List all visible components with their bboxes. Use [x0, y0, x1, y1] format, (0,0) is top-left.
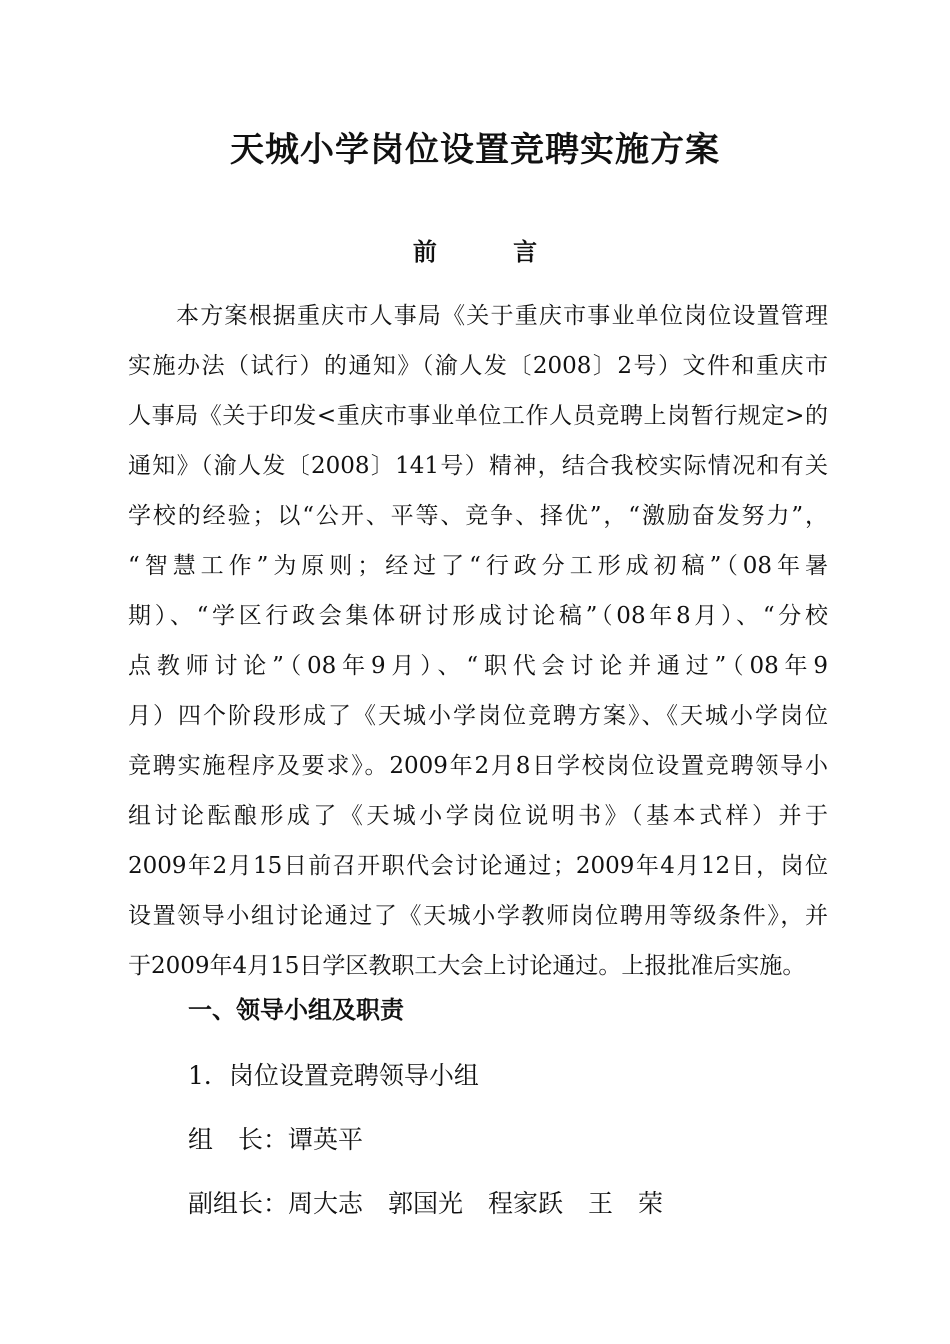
- preface-line: 组讨论酝酿形成了《天城小学岗位说明书》（基本式样）并于: [128, 803, 828, 829]
- leader-line: 组 长：谭英平: [188, 1125, 364, 1154]
- deputy-leaders-line: 副组长：周大志 郭国光 程家跃 王 荣: [188, 1189, 664, 1218]
- section-heading: 一、领导小组及职责: [188, 996, 404, 1024]
- preface-line: 人事局《关于印发<重庆市事业单位工作人员竞聘上岗暂行规定>的: [128, 403, 828, 429]
- preface-line: 本方案根据重庆市人事局《关于重庆市事业单位岗位设置管理: [176, 303, 828, 329]
- preface-heading: 前 言: [412, 237, 572, 266]
- preface-line: 月）四个阶段形成了《天城小学岗位竞聘方案》、《天城小学岗位: [128, 703, 828, 729]
- preface-line: 学校的经验；以“公开、平等、竞争、择优”，“激励奋发努力”，: [128, 503, 828, 529]
- preface-line: 竞聘实施程序及要求》。2009年2月8日学校岗位设置竞聘领导小: [128, 753, 828, 779]
- preface-line: 于2009年4月15日学区教职工大会上讨论通过。上报批准后实施。: [128, 953, 806, 979]
- preface-line: 期）、“学区行政会集体研讨形成讨论稿”（08年8月）、“分校: [128, 603, 828, 629]
- preface-line: 实施办法（试行）的通知》（渝人发〔2008〕2号）文件和重庆市: [128, 353, 828, 379]
- preface-line: 设置领导小组讨论通过了《天城小学教师岗位聘用等级条件》，并: [128, 903, 828, 929]
- preface-line: “智慧工作”为原则；经过了“行政分工形成初稿”（08年暑: [128, 553, 828, 579]
- preface-line: 2009年2月15日前召开职代会讨论通过；2009年4月12日，岗位: [128, 853, 828, 879]
- preface-line: 点教师讨论”（08年9月）、“职代会讨论并通过”（08年9: [128, 653, 828, 679]
- subsection-heading: 1．岗位设置竞聘领导小组: [188, 1061, 479, 1090]
- document-title: 天城小学岗位设置竞聘实施方案: [230, 130, 720, 170]
- preface-line: 通知》（渝人发〔2008〕141号）精神，结合我校实际情况和有关: [128, 453, 828, 479]
